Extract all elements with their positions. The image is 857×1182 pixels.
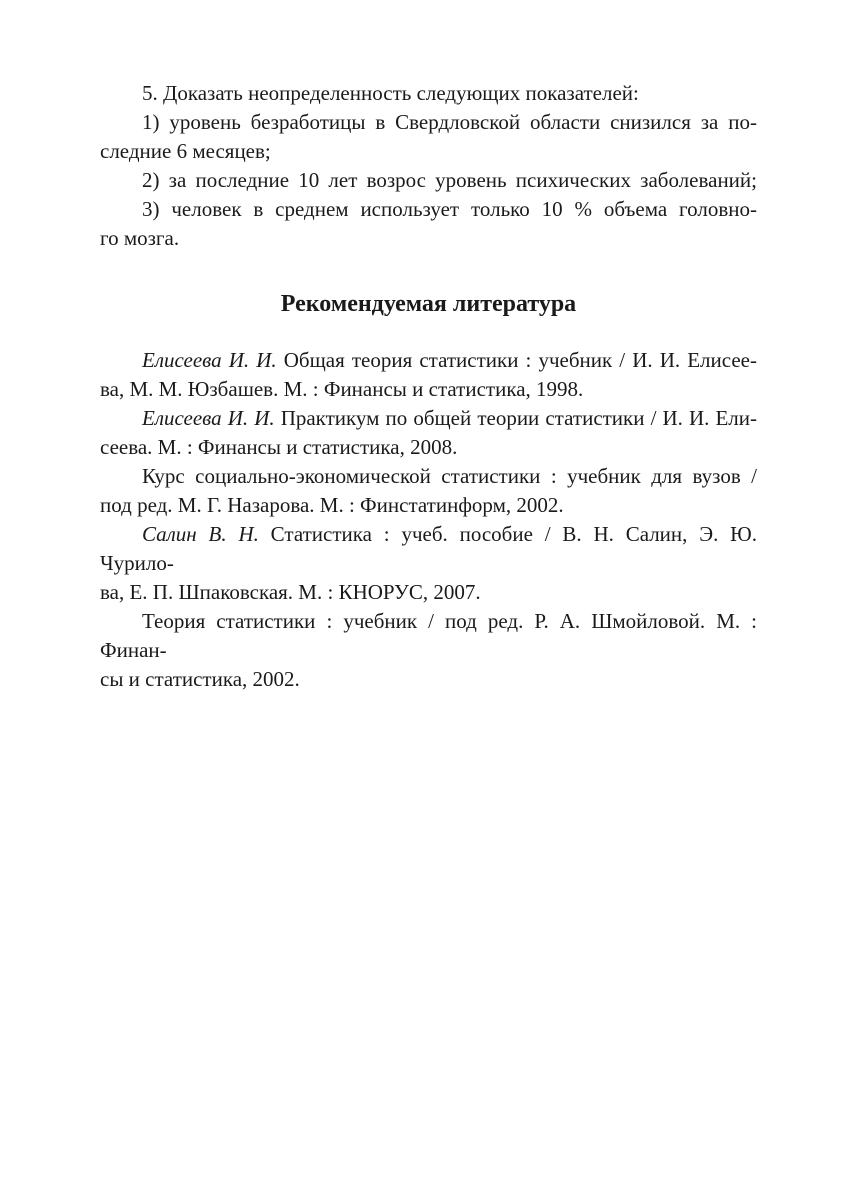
literature-heading: Рекомендуемая литература bbox=[280, 291, 577, 317]
text-segment: следние 6 месяцев; bbox=[100, 139, 271, 163]
text-line bbox=[100, 520, 757, 578]
text-segment: 3) человек в среднем использует только 10 % объема головно- bbox=[142, 197, 757, 221]
text-segment: 5. Доказать неопределенность следующих показателей: bbox=[142, 81, 639, 105]
text-line bbox=[100, 195, 757, 224]
exercise-paragraph bbox=[100, 166, 757, 195]
exercise-paragraph bbox=[100, 108, 757, 166]
text-line bbox=[100, 79, 757, 108]
bibliography-entry bbox=[100, 607, 757, 694]
bibliography-entry bbox=[100, 462, 757, 520]
bibliography-section bbox=[100, 346, 757, 694]
text-line bbox=[100, 607, 757, 665]
text-line bbox=[100, 224, 757, 253]
text-line bbox=[100, 578, 757, 607]
text-segment: Практикум по общей теории статистики / И. И. Ели- bbox=[274, 406, 757, 430]
text-segment: го мозга. bbox=[100, 226, 180, 250]
text-line bbox=[100, 346, 757, 375]
author-name-italic: Елисеева И. И. bbox=[142, 406, 275, 430]
text-line bbox=[100, 462, 757, 491]
text-line bbox=[100, 665, 757, 694]
text-segment: под ред. М. Г. Назарова. М. : Финстатинформ, 2002. bbox=[100, 493, 564, 517]
text-line bbox=[100, 491, 757, 520]
bibliography-entry bbox=[100, 520, 757, 607]
bibliography-entry bbox=[100, 346, 757, 404]
text-segment: Теория статистики : учебник / под ред. Р. А. Шмойловой. М. : Финан- bbox=[100, 609, 757, 662]
exercise-paragraph bbox=[100, 195, 757, 253]
text-line bbox=[100, 108, 757, 137]
text-segment: Статистика : учеб. пособие / В. Н. Салин, Э. Ю. Чурило- bbox=[100, 522, 757, 575]
text-segment: Курс социально-экономической статистики : учебник для вузов / bbox=[142, 464, 757, 488]
text-segment: Общая теория статистики : учебник / И. И. Елисее- bbox=[276, 348, 757, 372]
text-segment: 1) уровень безработицы в Свердловской области снизился за по- bbox=[142, 110, 757, 134]
author-name-italic: Салин В. Н. bbox=[142, 522, 259, 546]
text-line bbox=[100, 404, 757, 433]
text-segment: ва, М. М. Юзбашев. М. : Финансы и статистика, 1998. bbox=[100, 377, 584, 401]
exercise-section bbox=[100, 79, 757, 253]
text-segment: 2) за последние 10 лет возрос уровень психических заболеваний; bbox=[142, 168, 757, 192]
text-segment: сы и статистика, 2002. bbox=[100, 667, 300, 691]
exercise-paragraph bbox=[100, 79, 757, 108]
bibliography-entry bbox=[100, 404, 757, 462]
text-line bbox=[100, 166, 757, 195]
author-name-italic: Елисеева И. И. bbox=[142, 348, 277, 372]
text-line bbox=[100, 433, 757, 462]
text-line bbox=[100, 137, 757, 166]
text-segment: сеева. М. : Финансы и статистика, 2008. bbox=[100, 435, 458, 459]
text-segment: ва, Е. П. Шпаковская. М. : КНОРУС, 2007. bbox=[100, 580, 481, 604]
text-line bbox=[100, 375, 757, 404]
